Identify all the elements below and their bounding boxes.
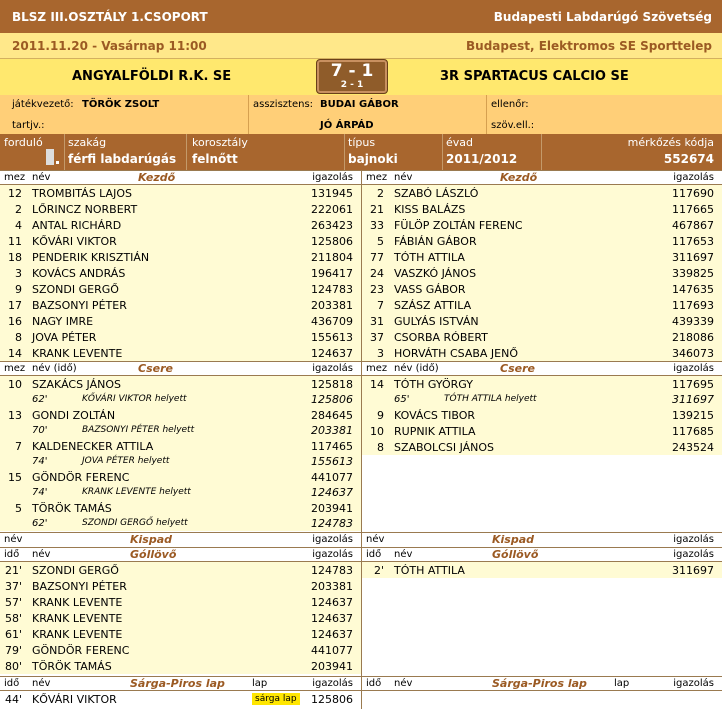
- player-row: [362, 185, 722, 201]
- match-code-label: mérkőzés kódja: [627, 136, 714, 149]
- goal-minute: 2': [373, 564, 384, 577]
- sub-number: 14: [370, 378, 384, 391]
- player-number: 3: [377, 347, 384, 360]
- player-name: VASS GÁBOR: [394, 283, 466, 296]
- player-id: 211804: [311, 251, 353, 264]
- reserve-label: tartjv.:: [12, 120, 45, 131]
- player-name: LŐRINCZ NORBERT: [32, 203, 138, 216]
- col-header-first: mez: [4, 363, 26, 374]
- player-row: [362, 329, 722, 345]
- player-number: 17: [8, 299, 22, 312]
- sub-row: [0, 407, 361, 438]
- goal-minute: 21': [4, 564, 22, 577]
- sub-name: RUPNIK ATTILA: [394, 425, 476, 438]
- player-number: 9: [15, 283, 22, 296]
- col-header-name: név: [32, 678, 51, 689]
- final-score: 7 - 1: [330, 61, 374, 81]
- sub-replaced: JOVA PÉTER helyett: [82, 456, 170, 466]
- player-name: SZABÓ LÁSZLÓ: [394, 187, 479, 200]
- player-row: [362, 217, 722, 233]
- match-code-value: 552674: [663, 152, 714, 166]
- player-id: 117690: [672, 187, 714, 200]
- away-goals-section: [362, 547, 722, 578]
- col-header-name: név (idő): [394, 363, 439, 374]
- player-name: JOVA PÉTER: [32, 331, 97, 344]
- sub-replaced-id: 124637: [311, 486, 353, 499]
- col-header-id: igazolás: [673, 549, 714, 560]
- col-header-first: mez: [366, 172, 388, 183]
- home-cards-section: [0, 676, 361, 707]
- sub-replaced: KŐVÁRI VIKTOR helyett: [82, 394, 187, 404]
- halftime-score: 2 - 1: [340, 80, 364, 90]
- federation-name: Budapesti Labdarúgó Szövetség: [493, 10, 712, 24]
- sub-number: 15: [8, 471, 22, 484]
- sub-id: 284645: [311, 409, 353, 422]
- goal-minute: 57': [4, 596, 22, 609]
- section-title: Sárga-Piros lap: [492, 677, 587, 690]
- player-number: 77: [370, 251, 384, 264]
- sub-id: 441077: [311, 471, 353, 484]
- player-name: VASZKÓ JÁNOS: [394, 267, 477, 280]
- section-header: [0, 170, 361, 185]
- sub-replaced: SZONDI GERGŐ helyett: [82, 518, 188, 528]
- section-header: [0, 676, 361, 691]
- player-name: KISS BALÁZS: [394, 203, 466, 216]
- date-location-bar: [0, 33, 722, 59]
- referee-name: TÖRÖK ZSOLT: [82, 99, 160, 110]
- player-row: [0, 345, 361, 361]
- player-number: 11: [8, 235, 22, 248]
- player-id: 218086: [672, 331, 714, 344]
- player-row: [362, 281, 722, 297]
- player-row: [0, 297, 361, 313]
- type-value: bajnoki: [348, 152, 398, 166]
- player-id: 117653: [672, 235, 714, 248]
- sub-id: 243524: [672, 441, 714, 454]
- section-title: Góllövő: [492, 548, 539, 561]
- col-header-first: idő: [366, 549, 382, 560]
- sub-minute: 74': [32, 456, 48, 467]
- section-header: [0, 547, 361, 562]
- sub-row: [0, 376, 361, 407]
- goal-scorer-id: 203381: [311, 580, 353, 593]
- score-box: [316, 59, 388, 94]
- col-header-id: igazolás: [312, 678, 353, 689]
- player-row: [0, 233, 361, 249]
- player-row: [362, 249, 722, 265]
- season-value: 2011/2012: [446, 152, 518, 166]
- col-header-name: név: [366, 534, 385, 545]
- col-header-card: lap: [614, 678, 630, 689]
- goal-scorer: GÖNDÖR FERENC: [32, 644, 130, 657]
- player-number: 5: [377, 235, 384, 248]
- col-header-id: igazolás: [673, 678, 714, 689]
- player-name: HORVÁTH CSABA JENŐ: [394, 347, 518, 360]
- away-starters-section: [362, 170, 722, 361]
- sub-name: TÓTH GYÖRGY: [394, 378, 473, 391]
- away-team: 3R SPARTACUS CALCIO SE: [440, 69, 629, 84]
- player-row: [362, 265, 722, 281]
- home-subs-section: [0, 361, 361, 531]
- sub-number: 9: [377, 409, 384, 422]
- section-title: Kispad: [492, 533, 535, 546]
- goal-minute: 61': [4, 628, 22, 641]
- player-name: SZÁSZ ATTILA: [394, 299, 472, 312]
- sub-replaced-id: 125806: [311, 393, 353, 406]
- section-title: Csere: [138, 362, 173, 375]
- sub-row: [362, 376, 722, 407]
- goal-row: [362, 562, 722, 578]
- sub-replaced: KRANK LEVENTE helyett: [82, 487, 191, 497]
- goal-row: [0, 626, 361, 642]
- col-header-name: név: [4, 534, 23, 545]
- goal-scorer: TÓTH ATTILA: [394, 564, 465, 577]
- col-header-id: igazolás: [312, 363, 353, 374]
- sub-name: KOVÁCS TIBOR: [394, 409, 476, 422]
- goal-scorer-id: 203941: [311, 660, 353, 673]
- player-number: 7: [377, 299, 384, 312]
- sub-id: 117685: [672, 425, 714, 438]
- sub-row: [362, 439, 722, 455]
- competition-title: BLSZ III.OSZTÁLY 1.CSOPORT: [12, 10, 208, 24]
- col-header-card: lap: [252, 678, 268, 689]
- home-bench-section: [0, 532, 361, 547]
- section-title: Csere: [500, 362, 535, 375]
- sport-label: szakág: [68, 136, 107, 149]
- goal-minute: 79': [4, 644, 22, 657]
- sub-id: 117465: [311, 440, 353, 453]
- col-header-name: név (idő): [32, 363, 77, 374]
- away-cards-section: [362, 676, 722, 691]
- player-id: 117693: [672, 299, 714, 312]
- player-row: [0, 313, 361, 329]
- section-title: Kispad: [130, 533, 173, 546]
- col-header-first: mez: [4, 172, 26, 183]
- player-number: 3: [15, 267, 22, 280]
- sub-minute: 74': [32, 487, 48, 498]
- player-row: [0, 329, 361, 345]
- sub-row: [362, 407, 722, 423]
- sub-replaced-id: 124783: [311, 517, 353, 530]
- goal-scorer: BAZSONYI PÉTER: [32, 580, 127, 593]
- match-info-bar: [0, 134, 722, 170]
- player-name: ANTAL RICHÁRD: [32, 219, 122, 232]
- assistant-label: asszisztens:: [253, 99, 314, 110]
- sub-name: GONDI ZOLTÁN: [32, 409, 116, 422]
- sub-row: [0, 438, 361, 469]
- card-row: [0, 691, 361, 707]
- col-header-name: név: [394, 172, 413, 183]
- sub-replaced: BAZSONYI PÉTER helyett: [82, 425, 195, 435]
- federation-controller-label: szöv.ell.:: [491, 120, 535, 131]
- sub-row: [362, 423, 722, 439]
- sub-replaced-id: 155613: [311, 455, 353, 468]
- goal-scorer-id: 124637: [311, 628, 353, 641]
- col-header-id: igazolás: [312, 549, 353, 560]
- goal-scorer-id: 124637: [311, 596, 353, 609]
- player-number: 8: [15, 331, 22, 344]
- sport-value: férfi labdarúgás: [68, 152, 177, 166]
- player-name: FÁBIÁN GÁBOR: [394, 235, 477, 248]
- col-header-id: igazolás: [312, 172, 353, 183]
- player-row: [362, 233, 722, 249]
- player-name: GULYÁS ISTVÁN: [394, 315, 479, 328]
- player-row: [362, 313, 722, 329]
- player-row: [362, 201, 722, 217]
- player-name: TROMBITÁS LAJOS: [32, 187, 132, 200]
- player-row: [0, 265, 361, 281]
- sub-number: 7: [15, 440, 22, 453]
- round-label: forduló: [4, 136, 43, 149]
- player-row: [0, 185, 361, 201]
- player-name: CSORBA RÓBERT: [394, 331, 488, 344]
- player-id: 346073: [672, 347, 714, 360]
- goal-minute: 37': [4, 580, 22, 593]
- age-value: felnőtt: [192, 152, 238, 166]
- player-name: NAGY IMRE: [32, 315, 94, 328]
- col-header-name: név: [32, 549, 51, 560]
- home-team: ANGYALFÖLDI R.K. SE: [72, 69, 232, 84]
- season-label: évad: [446, 136, 474, 149]
- goal-row: [0, 610, 361, 626]
- section-header: [362, 547, 722, 562]
- player-row: [0, 249, 361, 265]
- sub-id: 139215: [672, 409, 714, 422]
- col-header-first: idő: [366, 678, 382, 689]
- col-header-first: idő: [4, 678, 20, 689]
- player-id: 155613: [311, 331, 353, 344]
- col-header-id: igazolás: [312, 534, 353, 545]
- player-number: 18: [8, 251, 22, 264]
- sub-number: 5: [15, 502, 22, 515]
- card-type-badge: sárga lap: [252, 693, 300, 705]
- player-id: 467867: [672, 219, 714, 232]
- sub-number: 13: [8, 409, 22, 422]
- card-player-id: 125806: [311, 693, 353, 706]
- col-header-id: igazolás: [673, 363, 714, 374]
- card-minute: 44': [4, 693, 22, 706]
- type-label: típus: [348, 136, 376, 149]
- sub-replaced-id: 203381: [311, 424, 353, 437]
- player-number: 31: [370, 315, 384, 328]
- sub-number: 10: [8, 378, 22, 391]
- player-number: 2: [15, 203, 22, 216]
- player-number: 37: [370, 331, 384, 344]
- player-id: 263423: [311, 219, 353, 232]
- home-goals-section: [0, 547, 361, 674]
- sub-name: SZABOLCSI JÁNOS: [394, 441, 495, 454]
- player-row: [362, 345, 722, 361]
- player-row: [0, 217, 361, 233]
- sub-id: 203941: [311, 502, 353, 515]
- sub-row: [0, 469, 361, 500]
- player-name: SZONDI GERGŐ: [32, 283, 119, 296]
- sub-number: 8: [377, 441, 384, 454]
- sub-id: 117695: [672, 378, 714, 391]
- col-header-first: mez: [366, 363, 388, 374]
- player-id: 222061: [311, 203, 353, 216]
- player-name: PENDERIK KRISZTIÁN: [32, 251, 150, 264]
- goal-scorer-id: 124637: [311, 612, 353, 625]
- player-id: 439339: [672, 315, 714, 328]
- referee-label: játékvezető:: [12, 99, 74, 110]
- player-id: 124783: [311, 283, 353, 296]
- player-id: 339825: [672, 267, 714, 280]
- section-header: [362, 676, 722, 691]
- competition-header: [0, 0, 722, 33]
- section-header: [362, 170, 722, 185]
- goal-scorer: SZONDI GERGŐ: [32, 564, 119, 577]
- sub-replaced: TÓTH ATTILA helyett: [444, 394, 537, 404]
- player-number: 24: [370, 267, 384, 280]
- goal-row: [0, 578, 361, 594]
- player-number: 21: [370, 203, 384, 216]
- goal-scorer-id: 311697: [672, 564, 714, 577]
- section-title: Kezdő: [500, 171, 538, 184]
- col-header-name: név: [394, 678, 413, 689]
- goal-scorer: KRANK LEVENTE: [32, 612, 123, 625]
- sub-name: KALDENECKER ATTILA: [32, 440, 154, 453]
- goal-scorer-id: 441077: [311, 644, 353, 657]
- player-id: 311697: [672, 251, 714, 264]
- match-date: 2011.11.20 - Vasárnap 11:00: [12, 39, 207, 53]
- sub-minute: 70': [32, 425, 48, 436]
- away-subs-section: [362, 361, 722, 455]
- player-id: 436709: [311, 315, 353, 328]
- goal-scorer: TÖRÖK TAMÁS: [32, 660, 112, 673]
- sub-name: TÖRÖK TAMÁS: [32, 502, 112, 515]
- assistant-1: BUDAI GÁBOR: [320, 99, 399, 110]
- home-starters-section: [0, 170, 361, 361]
- section-title: Góllövő: [130, 548, 177, 561]
- section-header: [362, 361, 722, 376]
- bench-header: [362, 532, 722, 547]
- player-name: KRANK LEVENTE: [32, 347, 123, 360]
- officials-panel: [0, 95, 722, 134]
- player-number: 23: [370, 283, 384, 296]
- goal-row: [0, 594, 361, 610]
- away-bench-section: [362, 532, 722, 547]
- player-name: TÓTH ATTILA: [394, 251, 465, 264]
- card-player: KŐVÁRI VIKTOR: [32, 693, 117, 706]
- player-id: 117665: [672, 203, 714, 216]
- player-number: 4: [15, 219, 22, 232]
- goal-minute: 58': [4, 612, 22, 625]
- player-id: 147635: [672, 283, 714, 296]
- player-id: 131945: [311, 187, 353, 200]
- section-title: Sárga-Piros lap: [130, 677, 225, 690]
- sub-minute: 62': [32, 518, 48, 529]
- player-number: 2: [377, 187, 384, 200]
- player-id: 203381: [311, 299, 353, 312]
- sub-minute: 65': [394, 394, 410, 405]
- match-venue: Budapest, Elektromos SE Sporttelep: [466, 39, 712, 53]
- assistant-2: JÓ ÁRPÁD: [320, 120, 374, 131]
- player-row: [0, 281, 361, 297]
- goal-scorer: KRANK LEVENTE: [32, 628, 123, 641]
- section-header: [0, 361, 361, 376]
- player-number: 33: [370, 219, 384, 232]
- col-header-first: idő: [4, 549, 20, 560]
- col-header-name: név: [394, 549, 413, 560]
- player-name: KŐVÁRI VIKTOR: [32, 235, 117, 248]
- sub-number: 10: [370, 425, 384, 438]
- col-header-id: igazolás: [673, 172, 714, 183]
- controller-label: ellenőr:: [491, 99, 529, 110]
- player-name: BAZSONYI PÉTER: [32, 299, 127, 312]
- player-id: 124637: [311, 347, 353, 360]
- player-number: 16: [8, 315, 22, 328]
- goal-scorer-id: 124783: [311, 564, 353, 577]
- sub-row: [0, 500, 361, 531]
- goal-minute: 80': [4, 660, 22, 673]
- age-label: korosztály: [192, 136, 248, 149]
- sub-minute: 62': [32, 394, 48, 405]
- player-row: [0, 201, 361, 217]
- sub-replaced-id: 311697: [672, 393, 714, 406]
- sub-id: 125818: [311, 378, 353, 391]
- player-name: KOVÁCS ANDRÁS: [32, 267, 126, 280]
- goal-row: [0, 562, 361, 578]
- player-name: FÜLÖP ZOLTÁN FERENC: [394, 219, 523, 232]
- player-number: 14: [8, 347, 22, 360]
- col-header-name: név: [32, 172, 51, 183]
- player-id: 196417: [311, 267, 353, 280]
- section-title: Kezdő: [138, 171, 176, 184]
- round-value-box: [46, 149, 54, 165]
- player-row: [362, 297, 722, 313]
- sub-name: SZAKÁCS JÁNOS: [32, 378, 121, 391]
- col-header-id: igazolás: [673, 534, 714, 545]
- sub-name: GÖNDÖR FERENC: [32, 471, 130, 484]
- goal-row: [0, 658, 361, 674]
- bench-header: [0, 532, 361, 547]
- player-id: 125806: [311, 235, 353, 248]
- goal-scorer: KRANK LEVENTE: [32, 596, 123, 609]
- goal-row: [0, 642, 361, 658]
- player-number: 12: [8, 187, 22, 200]
